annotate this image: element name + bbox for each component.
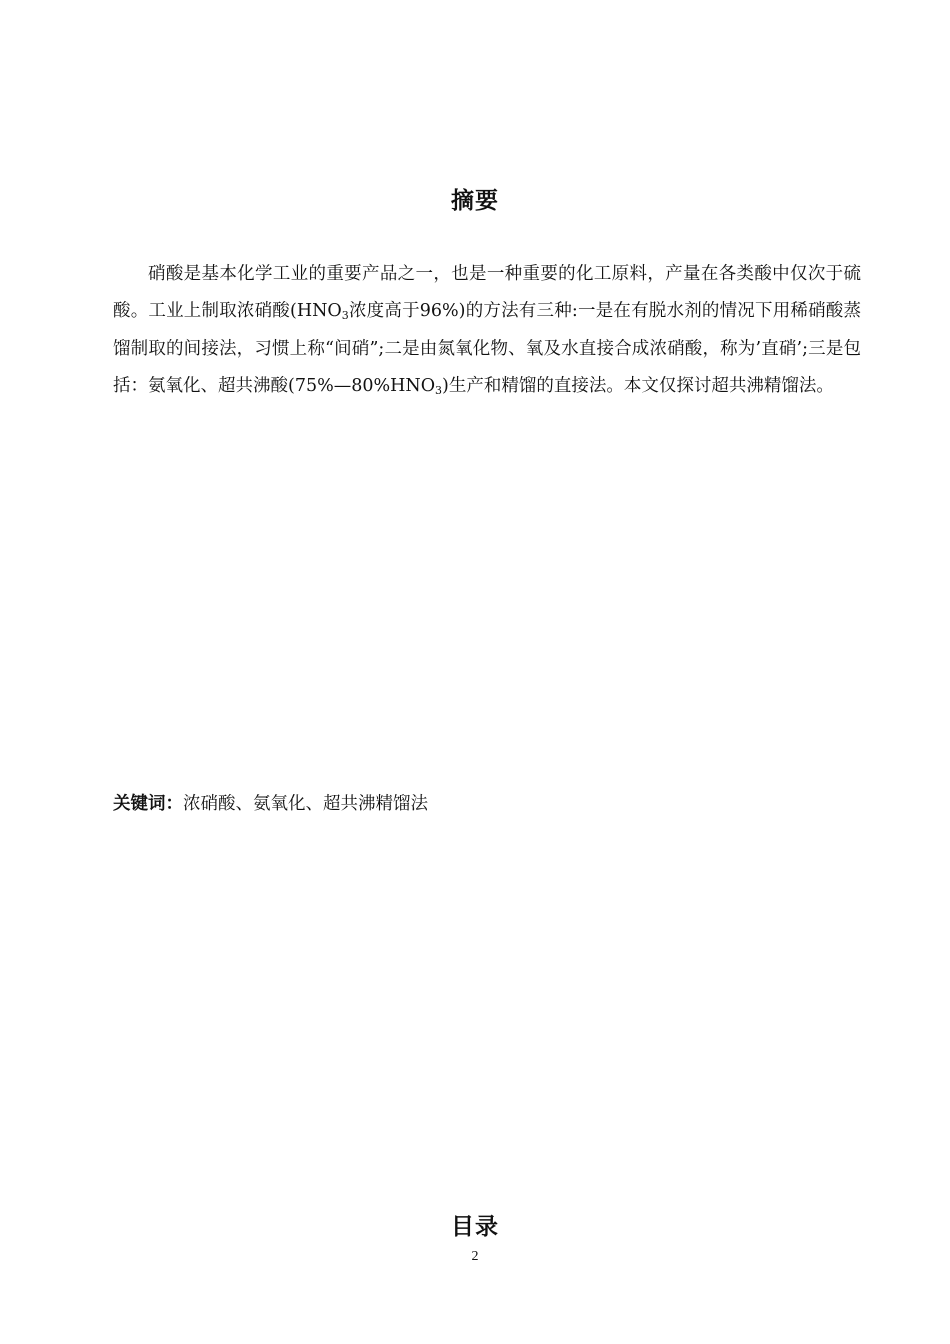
abstract-title: 摘要 — [451, 188, 499, 214]
abstract-text-part-2: 浓度高于96%)的方法有三种:一是在有脱水剂的情况下用稀硝酸蒸馏制取的间接法，习惯上称“间硝”;二是由氮氧化物、氧及水直接合成浓硝酸，称为’直硝’;三是包括：氨氧化、超共沸酸(75%—80%HNO — [113, 301, 862, 396]
subscript-3: 3 — [341, 309, 349, 322]
keywords-value: 浓硝酸、氨氧化、超共沸精馏法 — [183, 794, 428, 814]
abstract-text-part-1: 硝酸是基本化学工业的重要产品之一，也是一种重要的化工原料，产量在各类酸中仅次于硫酸。工业上制取浓硝酸(HNO — [113, 264, 861, 321]
keywords-label: 关键词： — [113, 794, 183, 814]
abstract-paragraph — [113, 256, 861, 406]
keywords-line — [113, 790, 861, 818]
abstract-text-part-3: )生产和精馏的直接法。本文仅探讨超共沸精馏法。 — [442, 376, 834, 396]
page-number: 2 — [471, 1249, 479, 1264]
subscript-3: 3 — [435, 384, 443, 397]
toc-title: 目录 — [451, 1214, 499, 1240]
